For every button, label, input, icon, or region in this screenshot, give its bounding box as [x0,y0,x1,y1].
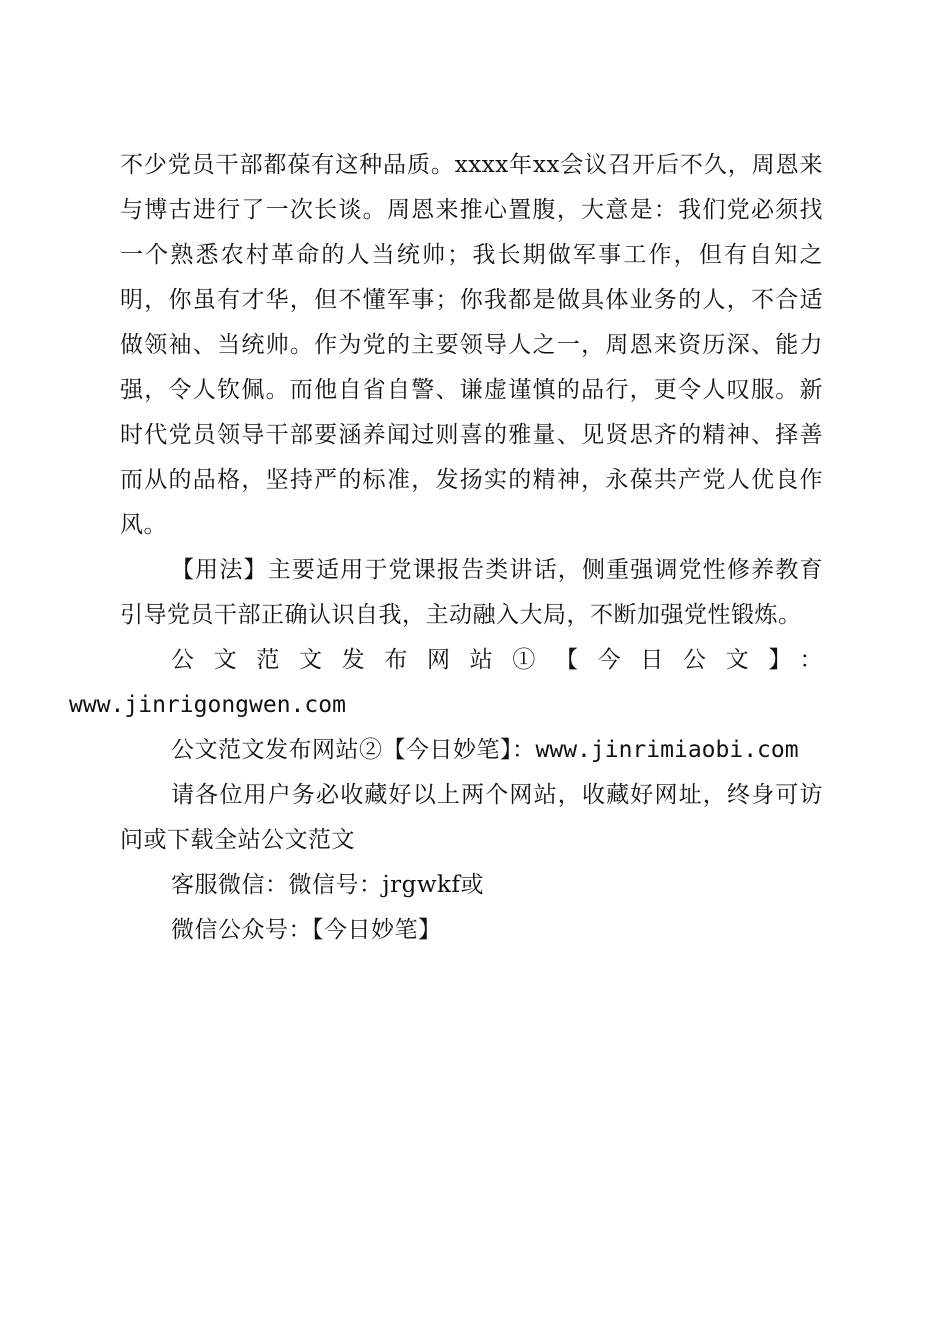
usage-paragraph: 【用法】主要适用于党课报告类讲话，侧重强调党性修养教育引导党员干部正确认识自我，主动融入大局，不断加强党性锻炼。 [120,557,823,628]
site-1-url[interactable]: www.jinrigongwen.com [69,692,346,718]
bookmark-notice: 请各位用户务必收藏好以上两个网站，收藏好网址，终身可访问或下载全站公文范文 [120,782,823,853]
site-1-paragraph [69,638,823,728]
site-2-url[interactable]: www.jinrimiaobi.com [535,737,799,763]
site-1-label: 公文范文发布网站①【今日公文】： [171,647,823,673]
body-paragraph: 不少党员干部都葆有这种品质。xxxx年xx会议召开后不久，周恩来与博古进行了一次长谈。周恩来推心置腹，大意是：我们党必须找一个熟悉农村革命的人当统帅；我长期做军事工作，但有自知之明，你虽有才华，但不懂军事；你我都是做具体业务的人，不合适做领袖、当统帅。作为党的主要领导人之一，周恩来资历深、能力强，令人钦佩。而他自省自警、谦虚谨慎的品行，更令人叹服。新时代党员领导干部要涵养闻过则喜的雅量、见贤思齐的精神、择善而从的品格，坚持严的标准，发扬实的精神，永葆共产党人优良作风。 [120,152,823,538]
document-page [69,143,823,953]
site-2-paragraph [120,728,823,773]
customer-service-line: 客服微信：微信号：jrgwkf或 [171,872,484,898]
site-2-label: 公文范文发布网站②【今日妙笔】： [171,737,536,763]
wechat-official-line: 微信公众号：【今日妙笔】 [171,917,442,943]
